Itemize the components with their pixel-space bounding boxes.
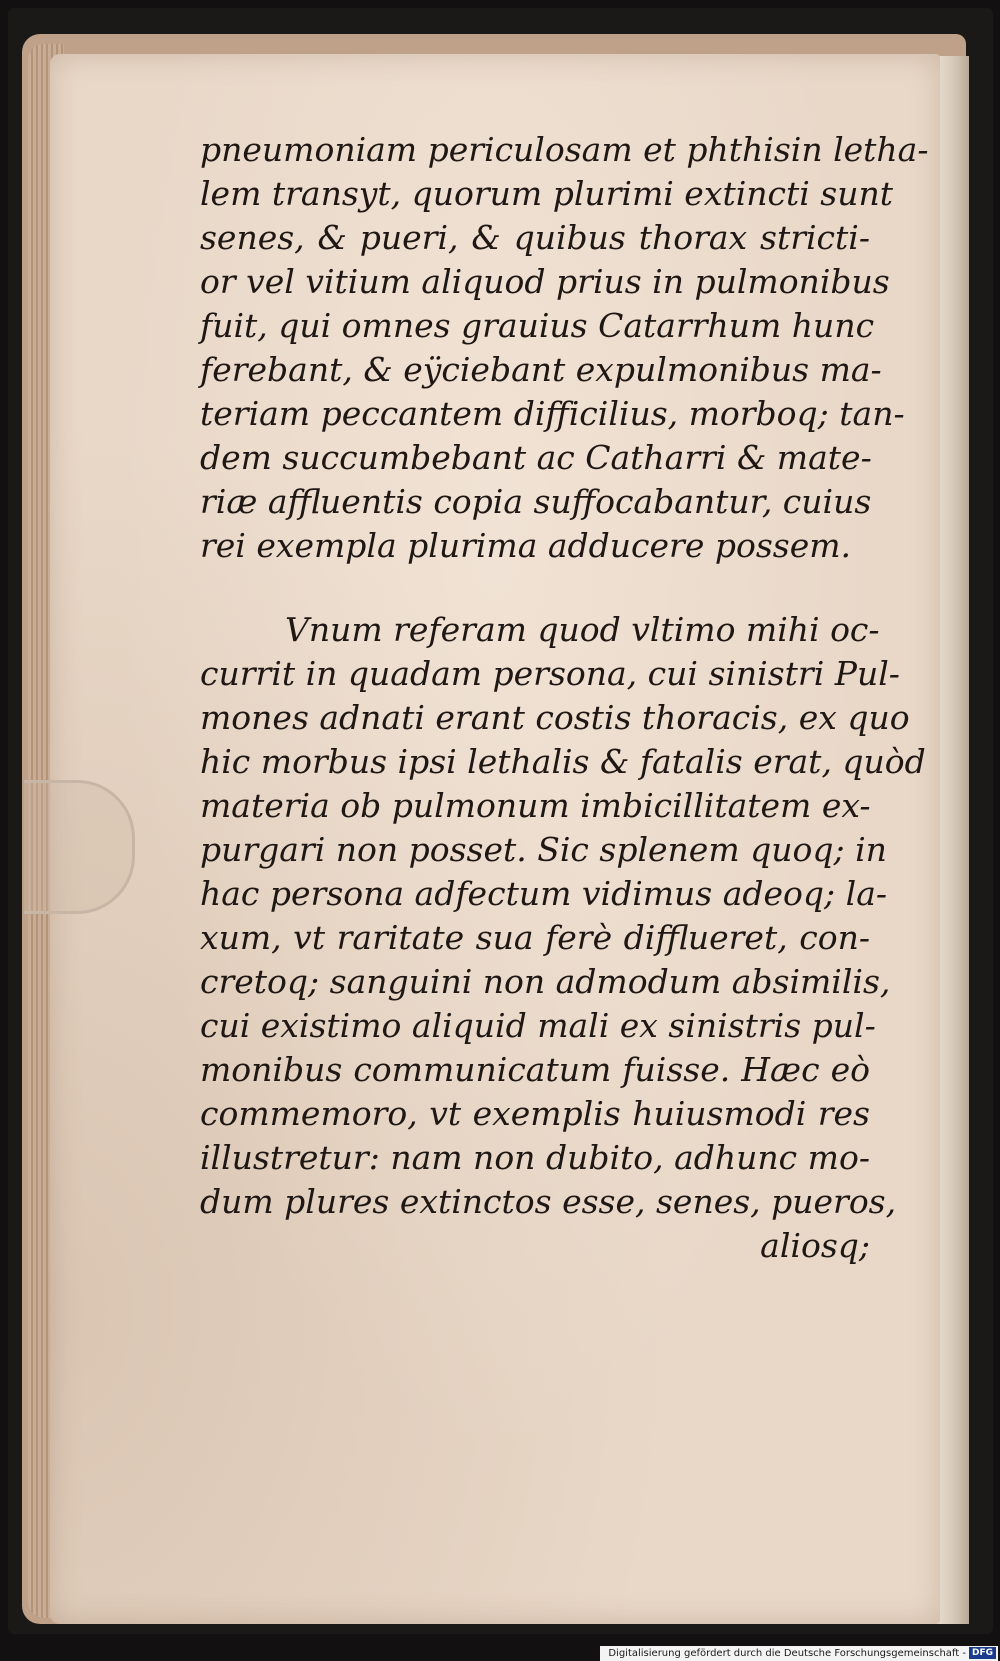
text-line: currit in quadam persona, cui sinistri Pul- [200, 654, 900, 693]
bookmark-clip [24, 780, 135, 914]
catchword: aliosq; [760, 1226, 870, 1265]
text-line: fuit, qui omnes grauius Catarrhum hunc [200, 306, 875, 345]
text-line: purgari non posset. Sic splenem quoq; in [200, 830, 887, 869]
paragraph-2 [200, 608, 926, 1224]
text-line: dem succumbebant ac Catharri & mate- [200, 438, 872, 477]
text-line: ferebant, & eÿciebant expulmonibus ma- [200, 350, 882, 389]
paragraph-gap [200, 568, 870, 608]
text-line: Vnum referam quod vltimo mihi oc- [285, 610, 880, 649]
text-line: xum, vt raritate sua ferè difflueret, con- [200, 918, 870, 957]
text-line: pneumoniam periculosam et phthisin letha- [200, 130, 929, 169]
text-line: lem transyt, quorum plurimi extincti sunt [200, 174, 893, 213]
spine-strip [935, 56, 969, 1624]
text-line: monibus communicatum fuisse. Hæc eò [200, 1050, 870, 1089]
text-line: cretoq; sanguini non admodum absimilis, [200, 962, 891, 1001]
text-line: materia ob pulmonum imbicillitatem ex- [200, 786, 871, 825]
text-line: or vel vitium aliquod prius in pulmonibus [200, 262, 890, 301]
text-line: senes, & pueri, & quibus thorax stricti- [200, 218, 870, 257]
paragraph-1 [200, 128, 929, 568]
credit-text: Digitalisierung gefördert durch die Deutsche Forschungsgemeinschaft - [608, 1648, 966, 1659]
dfg-logo-icon: DFG [969, 1647, 996, 1659]
text-line: hic morbus ipsi lethalis & fatalis erat, quòd [200, 742, 926, 781]
text-line: mones adnati erant costis thoracis, ex quo [200, 698, 910, 737]
digitization-credit [600, 1646, 998, 1661]
text-line: illustretur: nam non dubito, adhunc mo- [200, 1138, 870, 1177]
text-line: riæ affluentis copia suffocabantur, cuius [200, 482, 872, 521]
text-line: cui existimo aliquid mali ex sinistris pul- [200, 1006, 876, 1045]
page-text [200, 128, 929, 1268]
text-line: hac persona adfectum vidimus adeoq; la- [200, 874, 888, 913]
text-line: rei exempla plurima adducere possem. [200, 526, 852, 565]
text-line: dum plures extinctos esse, senes, pueros, [200, 1182, 897, 1221]
text-line: commemoro, vt exemplis huiusmodi res [200, 1094, 870, 1133]
text-line: teriam peccantem difficilius, morboq; tan- [200, 394, 905, 433]
